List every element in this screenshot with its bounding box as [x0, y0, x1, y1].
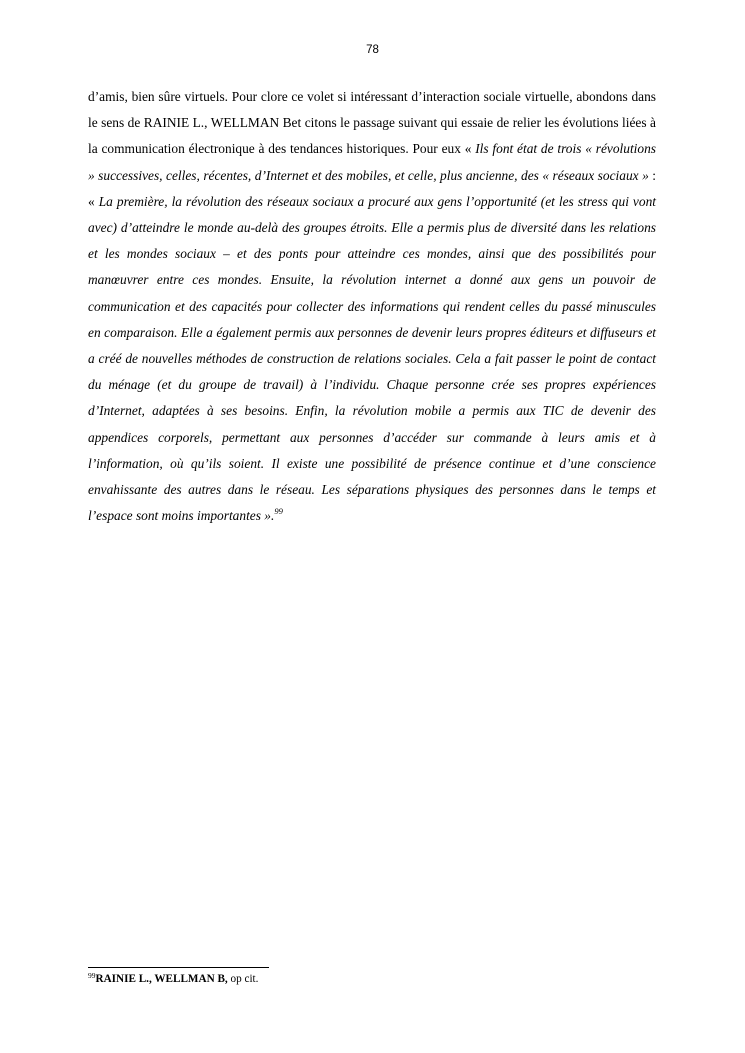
- quote-part-2: La première, la révolution des réseaux sociaux a procuré aux gens l’opportunité (et les stress qui vont avec) d’atteindre le monde au-delà des groupes étroits. Elle a permis plus de diversité dans les relations et les mondes sociaux – et des ponts pour atteindre ces mondes, ainsi que des possibilités pour manœuvrer entre ces mondes. Ensuite, la révolution internet a donné aux gens un pouvoir de communication et des capacités pour collecter des informations qui rendent celles du passé minuscules en comparaison. Elle a également permis aux personnes de devenir leurs propres éditeurs et diffuseurs et a créé de nouvelles méthodes de construction de relations sociales. Cela a fait passer le point de contact du ménage (et du groupe de travail) à l’individu. Chaque personne crée ses propres expériences d’Internet, adaptées à ses besoins. Enfin, la révolution mobile a permis aux TIC de devenir des appendices corporels, permettant aux personnes d’accéder sur commande à leurs amis et à l’information, où qu’ils soient. Il existe une possibilité de présence continue et d’une conscience envahissante des autres dans le réseau. Les séparations physiques des personnes dans le temps et l’espace sont moins importantes ».: [88, 193, 656, 524]
- body-paragraph: [88, 84, 656, 529]
- page-number: 78: [366, 44, 379, 56]
- footnote-marker: 99: [88, 971, 96, 980]
- paragraph-mid: : «: [88, 167, 656, 209]
- footnote-authors: RAINIE L., WELLMAN B,: [95, 973, 228, 985]
- footnote-citation: op cit.: [227, 973, 259, 985]
- paragraph-intro: d’amis, bien sûre virtuels. Pour clore ce volet si intéressant d’interaction sociale virtuelle, abondons dans le sens de RAINIE L., WELLMAN Bet citons le passage suivant qui essaie de relier les évolutions liées à la communication électronique à des tendances historiques. Pour eux «: [88, 89, 656, 157]
- quote-part-1: Ils font état de trois « révolutions » successives, celles, récentes, d’Internet et des mobiles, et celle, plus ancienne, des « réseaux sociaux »: [88, 141, 656, 183]
- footnote: [88, 973, 258, 985]
- footnote-reference[interactable]: 99: [274, 506, 283, 517]
- footnote-separator: [88, 967, 269, 968]
